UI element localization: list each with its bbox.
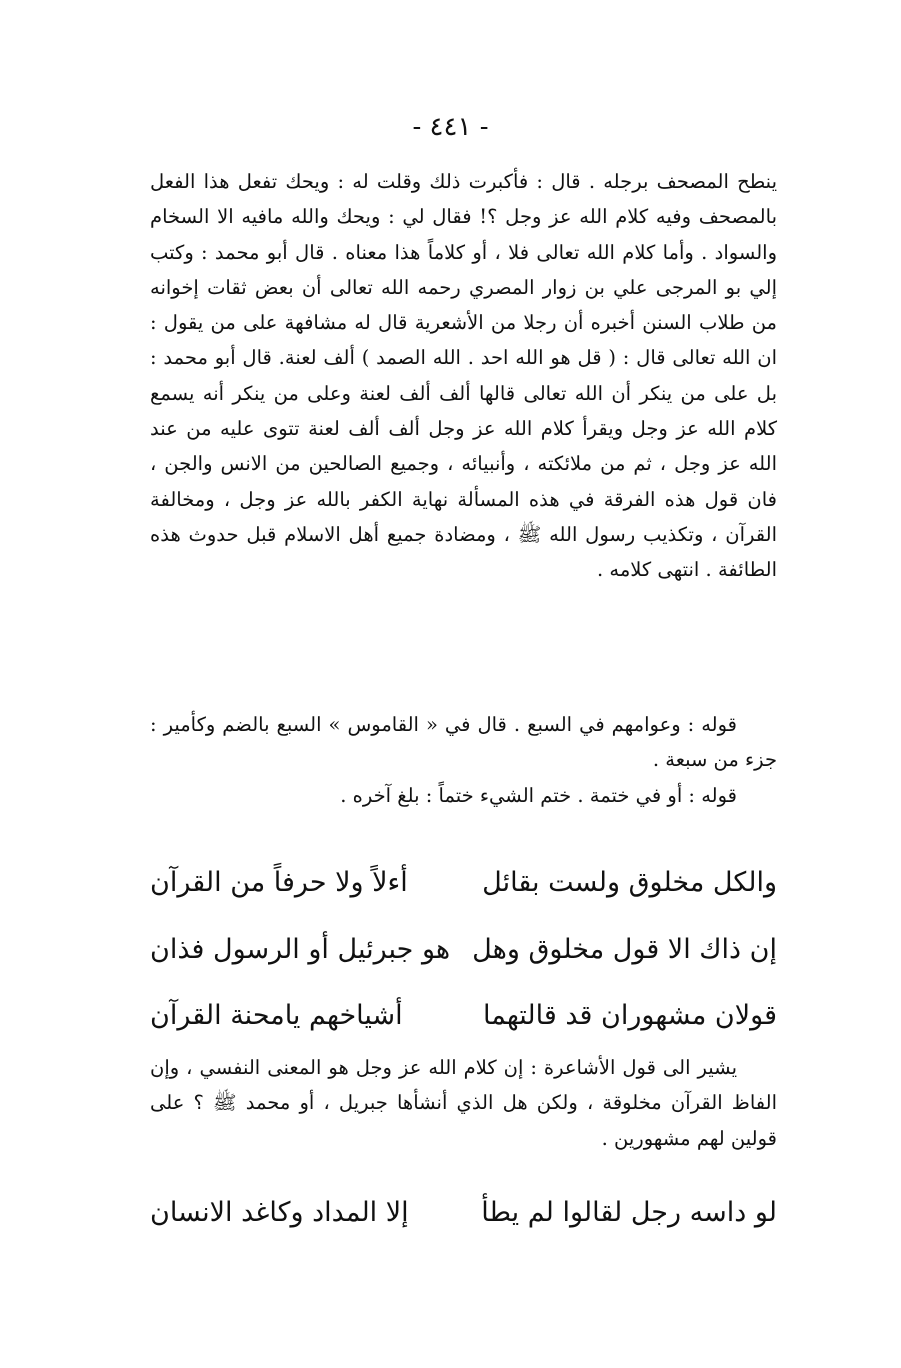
paragraph: يشير الى قول الأشاعرة : إن كلام الله عز وجل هو المعنى النفسي ، وإن الفاظ القرآن مخلوقة ، ولكن هل الذي أنشأها جبريل ، أو محمد ﷺ ؟ على قولين لهم مشهورين . [150, 1056, 777, 1150]
verse-first-hemistich: لو داسه رجل لقالوا لم يطأ [481, 1197, 777, 1228]
verse-first-hemistich: إن ذاك الا قول مخلوق وهل [472, 934, 777, 965]
verse-second-hemistich: أشياخهم يامحنة القرآن [150, 1000, 403, 1031]
verse-second-hemistich: إلا المداد وكاغد الانسان [150, 1197, 409, 1228]
paragraph: ينطح المصحف برجله . قال : فأكبرت ذلك وقلت له : ويحك تفعل هذا الفعل بالمصحف وفيه كلام الله عز وجل ؟! فقال لي : ويحك والله مافيه الا السخام والسواد . وأما كلام الله تعالى فلا ، أو كلاماً هذا معناه . قال أبو محمد : وكتب إلي بو المرجى علي بن زوار المصري رحمه الله تعالى أن بعض ثقات إخوانه من طلاب السنن أخبره أن رجلا من الأشعرية قال له مشافهة على من يقول : ان الله تعالى قال : ( قل هو الله احد . الله الصمد ) ألف لعنة. قال أبو محمد : بل على من ينكر أن الله تعالى قالها ألف ألف لعنة وعلى من ينكر أنه يسمع كلام الله عز وجل ويقرأ كلام الله عز وجل ألف ألف لعنة تتوى عليه من عند الله عز وجل ، ثم من ملائكته ، وأنبيائه ، وجميع الصالحين من الانس والجن ، فان قول هذه الفرقة في هذه المسألة نهاية الكفر بالله عز وجل ، ومخالفة القرآن ، وتكذيب رسول الله ﷺ ، ومضادة جميع أهل الاسلام قبل حدوث هذه الطائفة . انتهى كلامه . [150, 170, 777, 582]
poem-verse [150, 863, 777, 903]
paragraph-block-3 [150, 1050, 777, 1156]
verse-first-hemistich: قولان مشهوران قد قالتهما [482, 1000, 777, 1031]
poem-verse [150, 996, 777, 1036]
commentary-block [150, 707, 777, 813]
verse-second-hemistich: هو جبرئيل أو الرسول فذان [150, 934, 451, 965]
paragraph-block-1 [150, 164, 777, 588]
verse-first-hemistich: والكل مخلوق ولست بقائل [482, 867, 777, 898]
paragraph: قوله : أو في ختمة . ختم الشيء ختماً : بلغ آخره . [340, 783, 737, 807]
verse-second-hemistich: أءلاً ولا حرفاً من القرآن [150, 867, 408, 898]
page-number: - ٤٤١ - [412, 112, 489, 142]
paragraph: قوله : وعوامهم في السبع . قال في « القاموس » السبع بالضم وكأمير : جزء من سبعة . [150, 713, 777, 772]
poem-verse [150, 930, 777, 970]
poem-verse-last [150, 1193, 777, 1233]
